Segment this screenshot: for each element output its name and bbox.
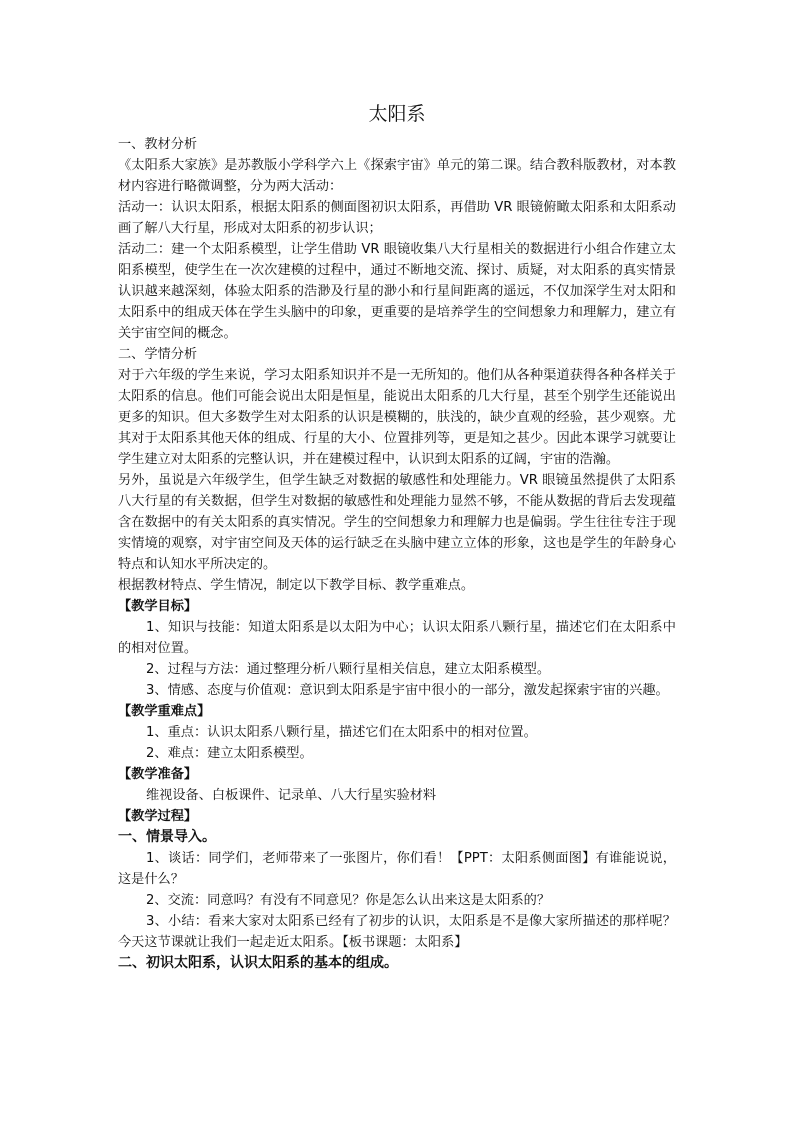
process-item: 1、谈话：同学们，老师带来了一张图片，你们看！【PPT：太阳系侧面图】有谁能说说，这是什么？ — [118, 851, 676, 887]
section-heading-keypoints: 【教学重难点】 — [118, 704, 211, 719]
document-page — [118, 100, 676, 974]
section-heading-students: 二、学情分析 — [118, 347, 198, 362]
prep-text: 维视设备、白板课件、记录单、八大行星实验材料 — [146, 788, 437, 803]
process-item — [118, 911, 676, 953]
board-title-note: 【板书课题：太阳系】 — [342, 935, 468, 950]
section-heading-goals: 【教学目标】 — [118, 599, 198, 614]
paragraph: 根据教材特点、学生情况，制定以下教学目标、教学重难点。 — [118, 578, 475, 593]
process-step-heading: 二、初识太阳系，认识太阳系的基本的组成。 — [118, 955, 398, 971]
paragraph: 《太阳系大家族》是苏教版小学科学六上《探索宇宙》单元的第二课。结合教科版教材，对本教材内容进行略微调整，分为两大活动： — [118, 158, 676, 194]
paragraph: 另外，虽说是六年级学生，但学生缺乏对数据的敏感性和处理能力。VR 眼镜虽然提供了太阳系八大行星的有关数据，但学生对数据的敏感性和处理能力显然不够，不能从数据的背后去发现蕴含在数据中的有关太阳系的真实情况。学生的空间想象力和理解力也是偏弱。学生往往专注于现实情境的观察，对宇宙空间及天体的运行缺乏在头脑中建立立体的形象，这也是学生的年龄身心特点和认知水平所决定的。 — [118, 473, 676, 572]
keypoint-item: 1、重点：认识太阳系八颗行星，描述它们在太阳系中的相对位置。 — [146, 725, 537, 740]
section-heading-materials: 一、教材分析 — [118, 137, 198, 152]
goal-item: 2、过程与方法：通过整理分析八颗行星相关信息，建立太阳系模型。 — [146, 662, 551, 677]
paragraph: 对于六年级的学生来说，学习太阳系知识并不是一无所知的。他们从各种渠道获得各种各样关于太阳系的信息。他们可能会说出太阳是恒星，能说出太阳系的几大行星，甚至个别学生还能说出更多的知识。但大多数学生对太阳系的认识是模糊的，肤浅的，缺少直观的经验，甚少观察。尤其对于太阳系其他天体的组成、行星的大小、位置排列等，更是知之甚少。因此本课学习就要让学生建立对太阳系的完整认识，并在建模过程中，认识到太阳系的辽阔，宇宙的浩瀚。 — [118, 368, 676, 467]
keypoint-item: 2、难点：建立太阳系模型。 — [146, 746, 313, 761]
process-item-text: 3、小结：看来大家对太阳系已经有了初步的认识，太阳系是不是像大家所描述的那样呢？今天这节课就让我们一起走近太阳系。 — [118, 914, 676, 950]
document-title: 太阳系 — [368, 103, 426, 125]
section-heading-process: 【教学过程】 — [118, 809, 198, 824]
goal-item: 3、情感、态度与价值观：意识到太阳系是宇宙中很小的一部分，激发起探索宇宙的兴趣。 — [146, 683, 669, 698]
goal-item: 1、知识与技能：知道太阳系是以太阳为中心；认识太阳系八颗行星，描述它们在太阳系中的相对位置。 — [118, 620, 676, 656]
section-heading-prep: 【教学准备】 — [118, 767, 198, 782]
process-item: 2、交流：同意吗？有没有不同意见？你是怎么认出来这是太阳系的？ — [146, 893, 551, 908]
process-step-heading: 一、情景导入。 — [118, 829, 216, 845]
paragraph: 活动二：建一个太阳系模型，让学生借助 VR 眼镜收集八大行星相关的数据进行小组合作建立太阳系模型，使学生在一次次建模的过程中，通过不断地交流、探讨、质疑，对太阳系的真实情景认识越来越深刻，体验太阳系的浩渺及行星的渺小和行星间距离的遥远，不仅加深学生对太阳和太阳系中的组成天体在学生头脑中的印象，更重要的是培养学生的空间想象力和理解力，建立有关宇宙空间的概念。 — [118, 242, 676, 341]
paragraph: 活动一：认识太阳系，根据太阳系的侧面图初识太阳系，再借助 VR 眼镜俯瞰太阳系和太阳系动画了解八大行星，形成对太阳系的初步认识； — [118, 200, 676, 236]
